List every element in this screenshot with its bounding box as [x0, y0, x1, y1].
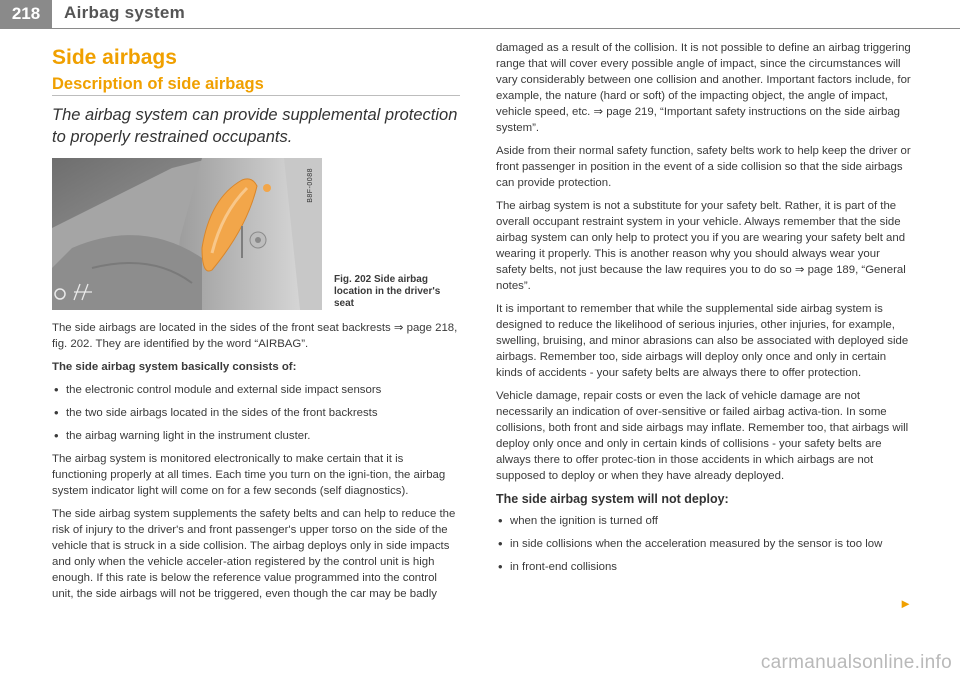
paragraph: The side airbags are located in the sides of the front seat backrests ⇒ page 218, fig. 202. They are identified by the word “AIRBAG”. [52, 322, 458, 350]
list-item: • in side collisions when the acceleration measured by the sensor is too low [496, 536, 912, 552]
subsection-title: Description of side airbags [52, 76, 460, 96]
header-title: Airbag system [64, 3, 186, 22]
paragraph: It is important to remember that while the supplemental side airbag system is designed to reduce the likelihood of serious injuries, other injuries, for example, swelling, bruising, and minor abrasions can also be associated with deployed side airbags. Remember too, side airbags will deploy only once and only in certain kinds of accidents - your safety belts are always there to offer protection. [496, 303, 909, 379]
continue-arrow-icon: ► [899, 596, 912, 611]
consists-heading: The side airbag system basically consists of: [52, 361, 297, 373]
list-item: • the electronic control module and external side impact sensors [52, 382, 460, 398]
intro-text: The airbag system can provide supplemental protection to properly restrained occupants. [52, 106, 458, 146]
paragraph: damaged as a result of the collision. It is not possible to define an airbag triggering range that will cover every possible angle of impact, since the circumstances will vary considerably between one collision and another. Important factors include, for example, the nature (hard or soft) of the impacting object, the angle of impact, vehicle speed, etc. ⇒ page 219, “Important safety instructions on the side airbag system”. [496, 42, 911, 134]
paragraph: The side airbag system supplements the safety belts and can help to reduce the risk of injury to the driver's and front passenger's upper torso on the side of the vehicle that is struck in a side collision. The airbag deploys only in side impacts and only when the vehicle acceler-ation registered by the control unit is high enough. If this rate is below the reference value programmed into the control unit, the side airbags will not be triggered, even though the car may be badly [52, 508, 456, 600]
list-item: • the airbag warning light in the instrument cluster. [52, 428, 460, 444]
list-item: • when the ignition is turned off [496, 513, 912, 529]
right-column [496, 40, 912, 640]
figure-caption: Fig. 202 Side airbag location in the driver's seat [334, 274, 441, 309]
paragraph: Aside from their normal safety function, safety belts work to help keep the driver or front passenger in position in the event of a side collision so that the side airbags can provide protection. [496, 145, 911, 189]
list-item: • in front-end collisions [496, 559, 912, 575]
page-number: 218 [0, 0, 52, 28]
paragraph: Vehicle damage, repair costs or even the lack of vehicle damage are not necessarily an indication of over-sensitive or failed airbag activa-tion. In some collisions, both front and side airbags may inflate. Remember too, that airbags will deploy only once and only in certain kinds of collisions - your safety belts are always there to offer protec-tion in those accidents in which airbags are not supposed to deploy or when they have already deployed. [496, 390, 909, 482]
not-deploy-list [496, 513, 912, 575]
left-column [52, 40, 460, 609]
figure-code: B8F-0088 [307, 168, 314, 203]
paragraph: The airbag system is not a substitute for your safety belt. Rather, it is part of the overall occupant restraint system in your vehicle. Always remember that the side airbag system can only help to protect you if you are wearing your safety belt and wearing it properly. This is another reason why you should always wear your safety belts, not just because the law requires you to do so ⇒ page 189, “General notes”. [496, 200, 906, 292]
figure [52, 158, 460, 310]
header-rule [0, 28, 960, 29]
seat-airbag-image [52, 158, 322, 310]
component-list [52, 382, 460, 444]
not-deploy-heading: The side airbag system will not deploy: [496, 492, 729, 506]
paragraph: The airbag system is monitored electronically to make certain that it is functioning properly at all times. Each time you turn on the igni-tion, the airbag system indicator light will come on for a few seconds (self diagnostics). [52, 453, 446, 497]
watermark: carmanualsonline.info [760, 652, 952, 673]
list-item: • the two side airbags located in the sides of the front backrests [52, 405, 460, 421]
section-title: Side airbags [52, 46, 177, 69]
